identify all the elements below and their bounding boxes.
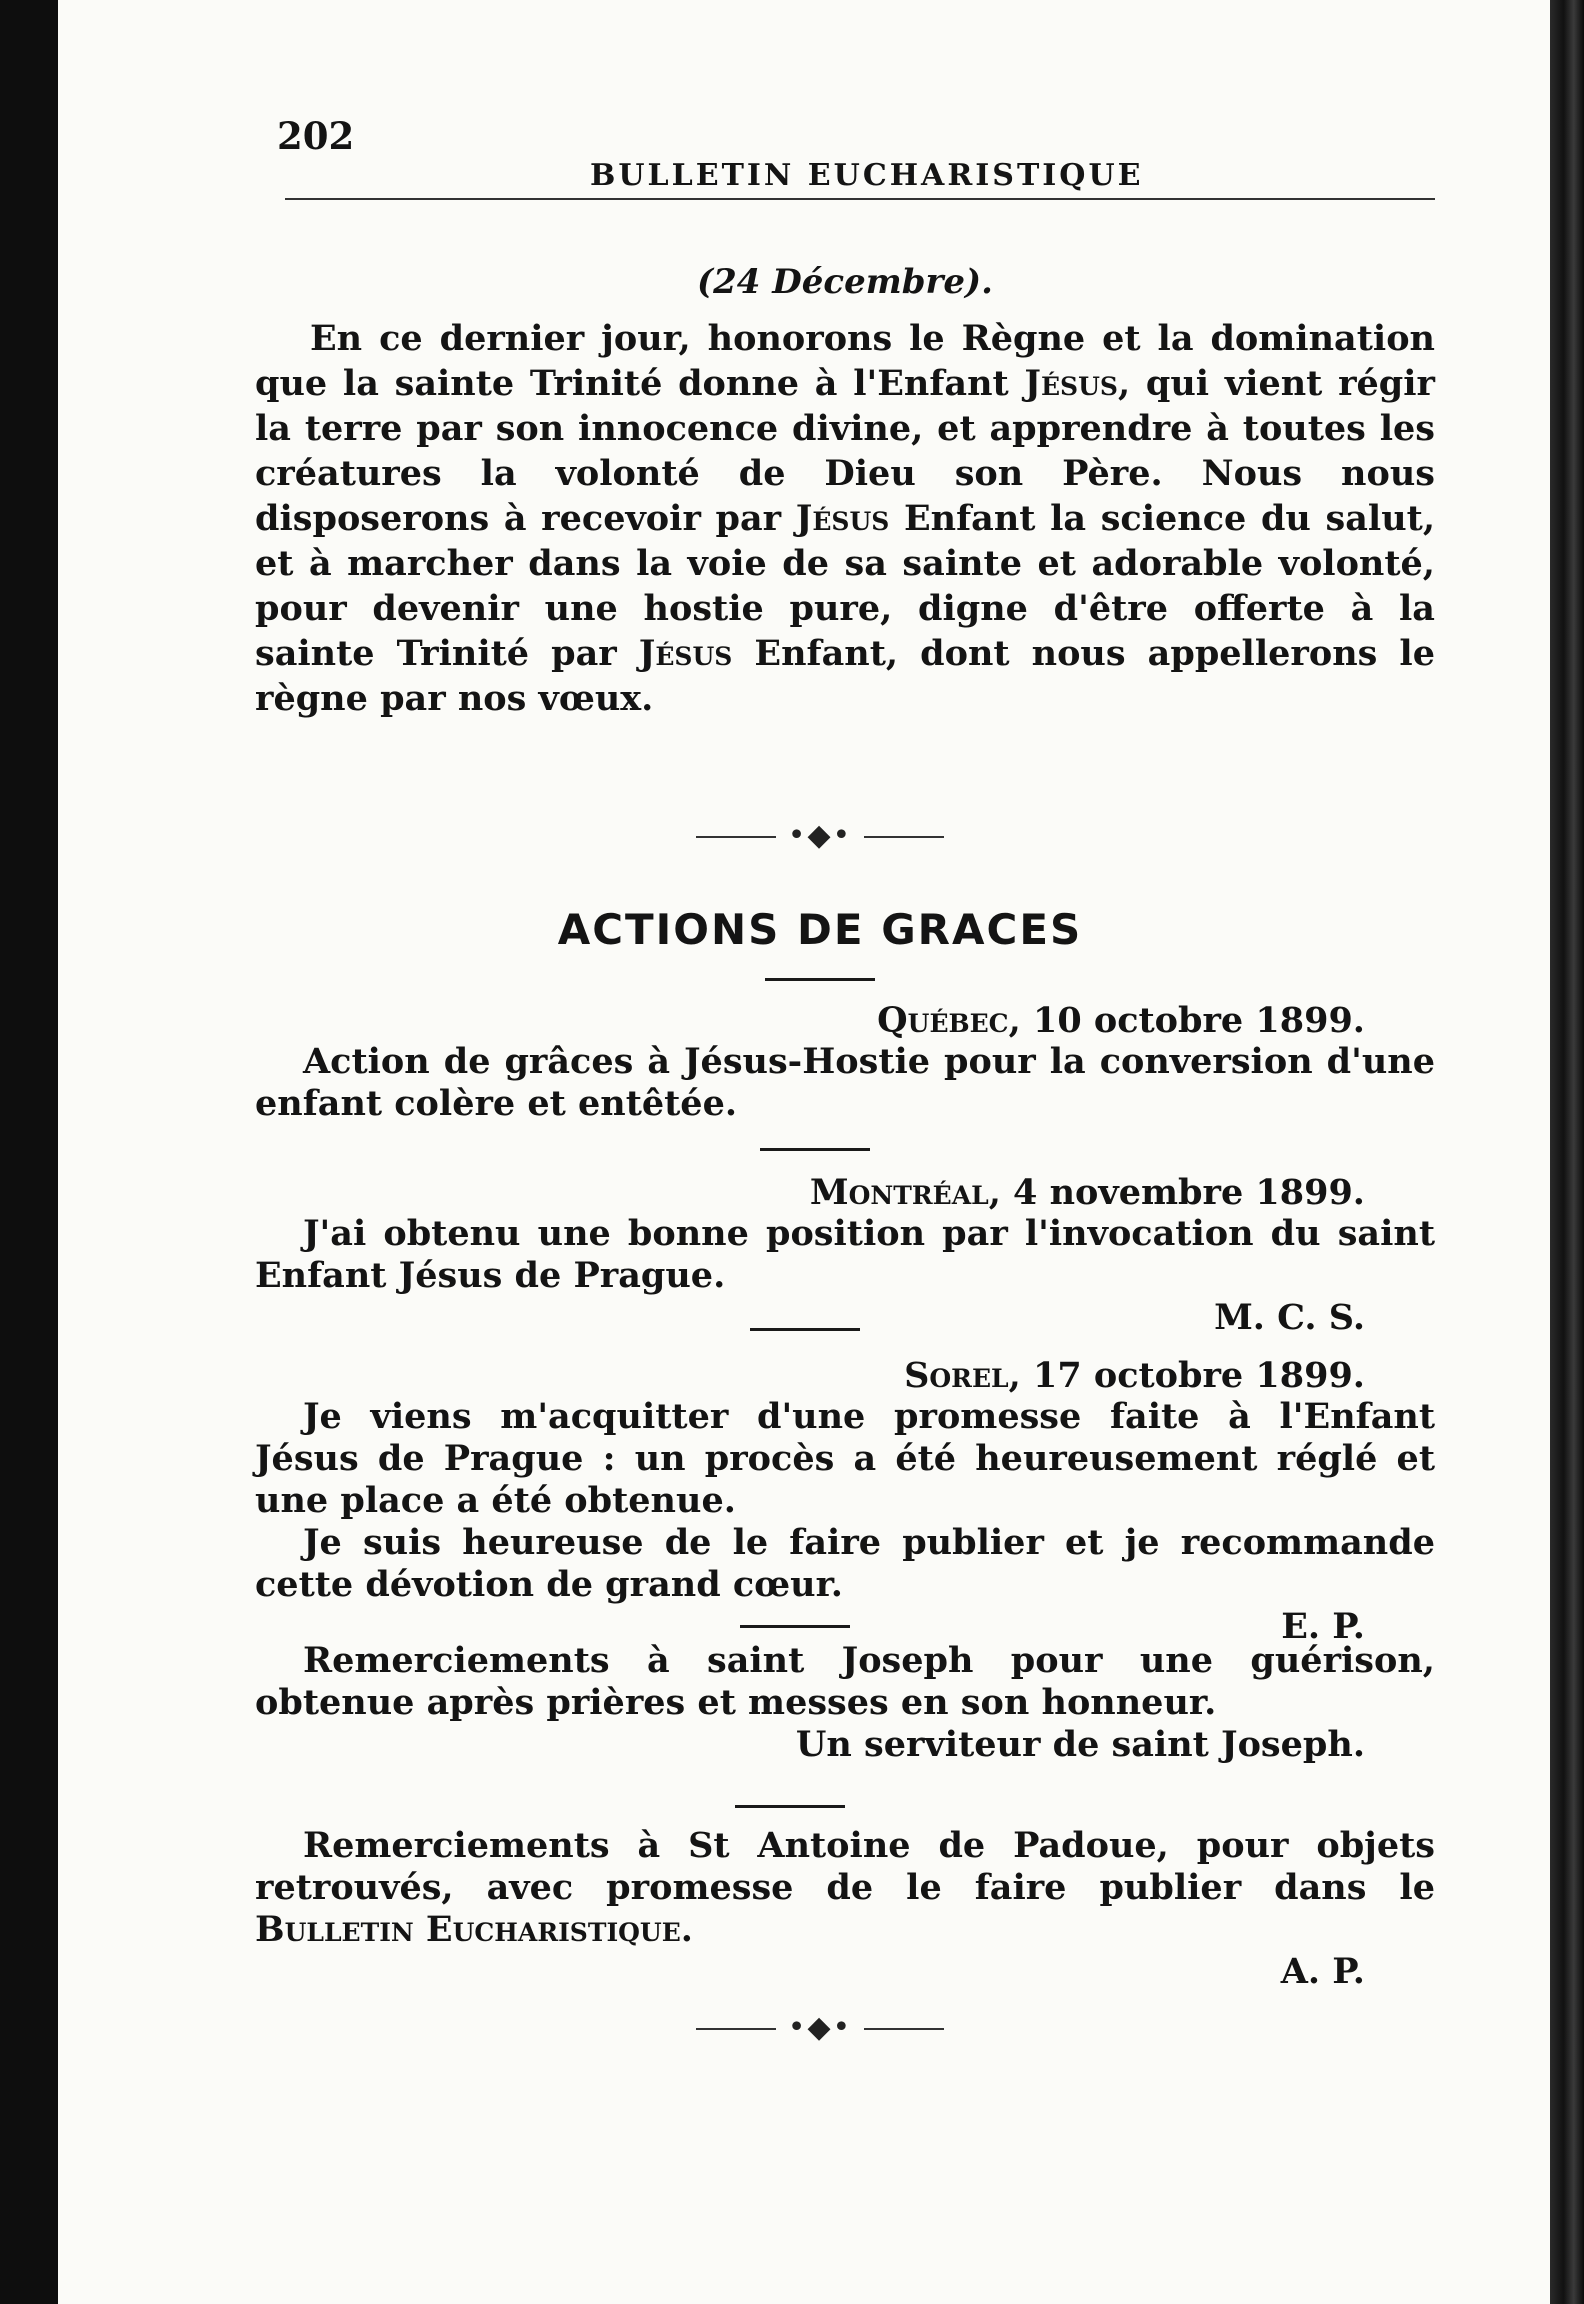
section-title: ACTIONS DE GRACES (557, 905, 1083, 954)
entry-text-continued: Je suis heureuse de le faire publier et je recommande cette dévotion de grand cœur. (255, 1522, 1435, 1605)
entry-text: Remerciements à saint Joseph pour une guérison, obtenue après prières et messes en son honneur. (255, 1640, 1435, 1723)
page-edge-shadow (1550, 0, 1584, 2304)
ornament-divider-bottom: •◆• (195, 2010, 1445, 2045)
entry-text: Remerciements à St Antoine de Padoue, pour objets retrouvés, avec promesse de le faire publier dans le Bulletin Eucharistique. (255, 1825, 1435, 1950)
running-title: BULLETIN EUCHARISTIQUE (590, 158, 1144, 193)
title-rule (765, 978, 875, 981)
meditation-date: (24 Décembre). (697, 262, 993, 302)
meditation-block (255, 262, 1435, 721)
entry-signature: E. P. (1281, 1606, 1365, 1647)
entry-text: J'ai obtenu une bonne position par l'invocation du saint Enfant Jésus de Prague. (255, 1213, 1435, 1296)
entry-rule (735, 1805, 845, 1808)
entry-quebec (255, 1000, 1435, 1125)
entry-text: Je viens m'acquitter d'une promesse faite à l'Enfant Jésus de Prague : un procès a été heureusement réglé et une place a été obtenue. (255, 1396, 1435, 1521)
entry-sorel (255, 1355, 1435, 1647)
meditation-paragraph: En ce dernier jour, honorons le Règne et la domination que la sainte Trinité donne à l'Enfant Jésus, qui vient régir la terre par son innocence divine, et apprendre à toutes les créatures la volonté de Dieu son Père. Nous nous disposerons à recevoir par Jésus Enfant la science du salut, et à marcher dans la voie de sa sainte et adorable volonté, pour devenir une hostie pure, digne d'être offerte à la sainte Trinité par Jésus Enfant, dont nous appellerons le règne par nos vœux. (255, 318, 1436, 719)
entry-heading: Montréal, 4 novembre 1899. (809, 1172, 1365, 1213)
entry-signature: A. P. (1280, 1951, 1365, 1992)
ornament-divider: •◆• (195, 818, 1445, 853)
entry-rule (760, 1148, 870, 1151)
entry-heading: Sorel, 17 octobre 1899. (904, 1355, 1365, 1396)
header-rule (285, 198, 1435, 200)
entry-text: Action de grâces à Jésus-Hostie pour la conversion d'une enfant colère et entêtée. (255, 1041, 1435, 1124)
page-number: 202 (277, 114, 355, 158)
entry-saint-antoine (255, 1825, 1435, 1992)
page-header (195, 108, 1445, 193)
entry-rule (750, 1328, 860, 1331)
entry-signature: Un serviteur de saint Joseph. (795, 1724, 1365, 1765)
entry-signature: M. C. S. (1214, 1297, 1365, 1338)
entry-saint-joseph (255, 1640, 1435, 1765)
entry-montreal (255, 1172, 1435, 1338)
entry-heading: Québec, 10 octobre 1899. (877, 1000, 1365, 1041)
entry-rule (740, 1625, 850, 1628)
